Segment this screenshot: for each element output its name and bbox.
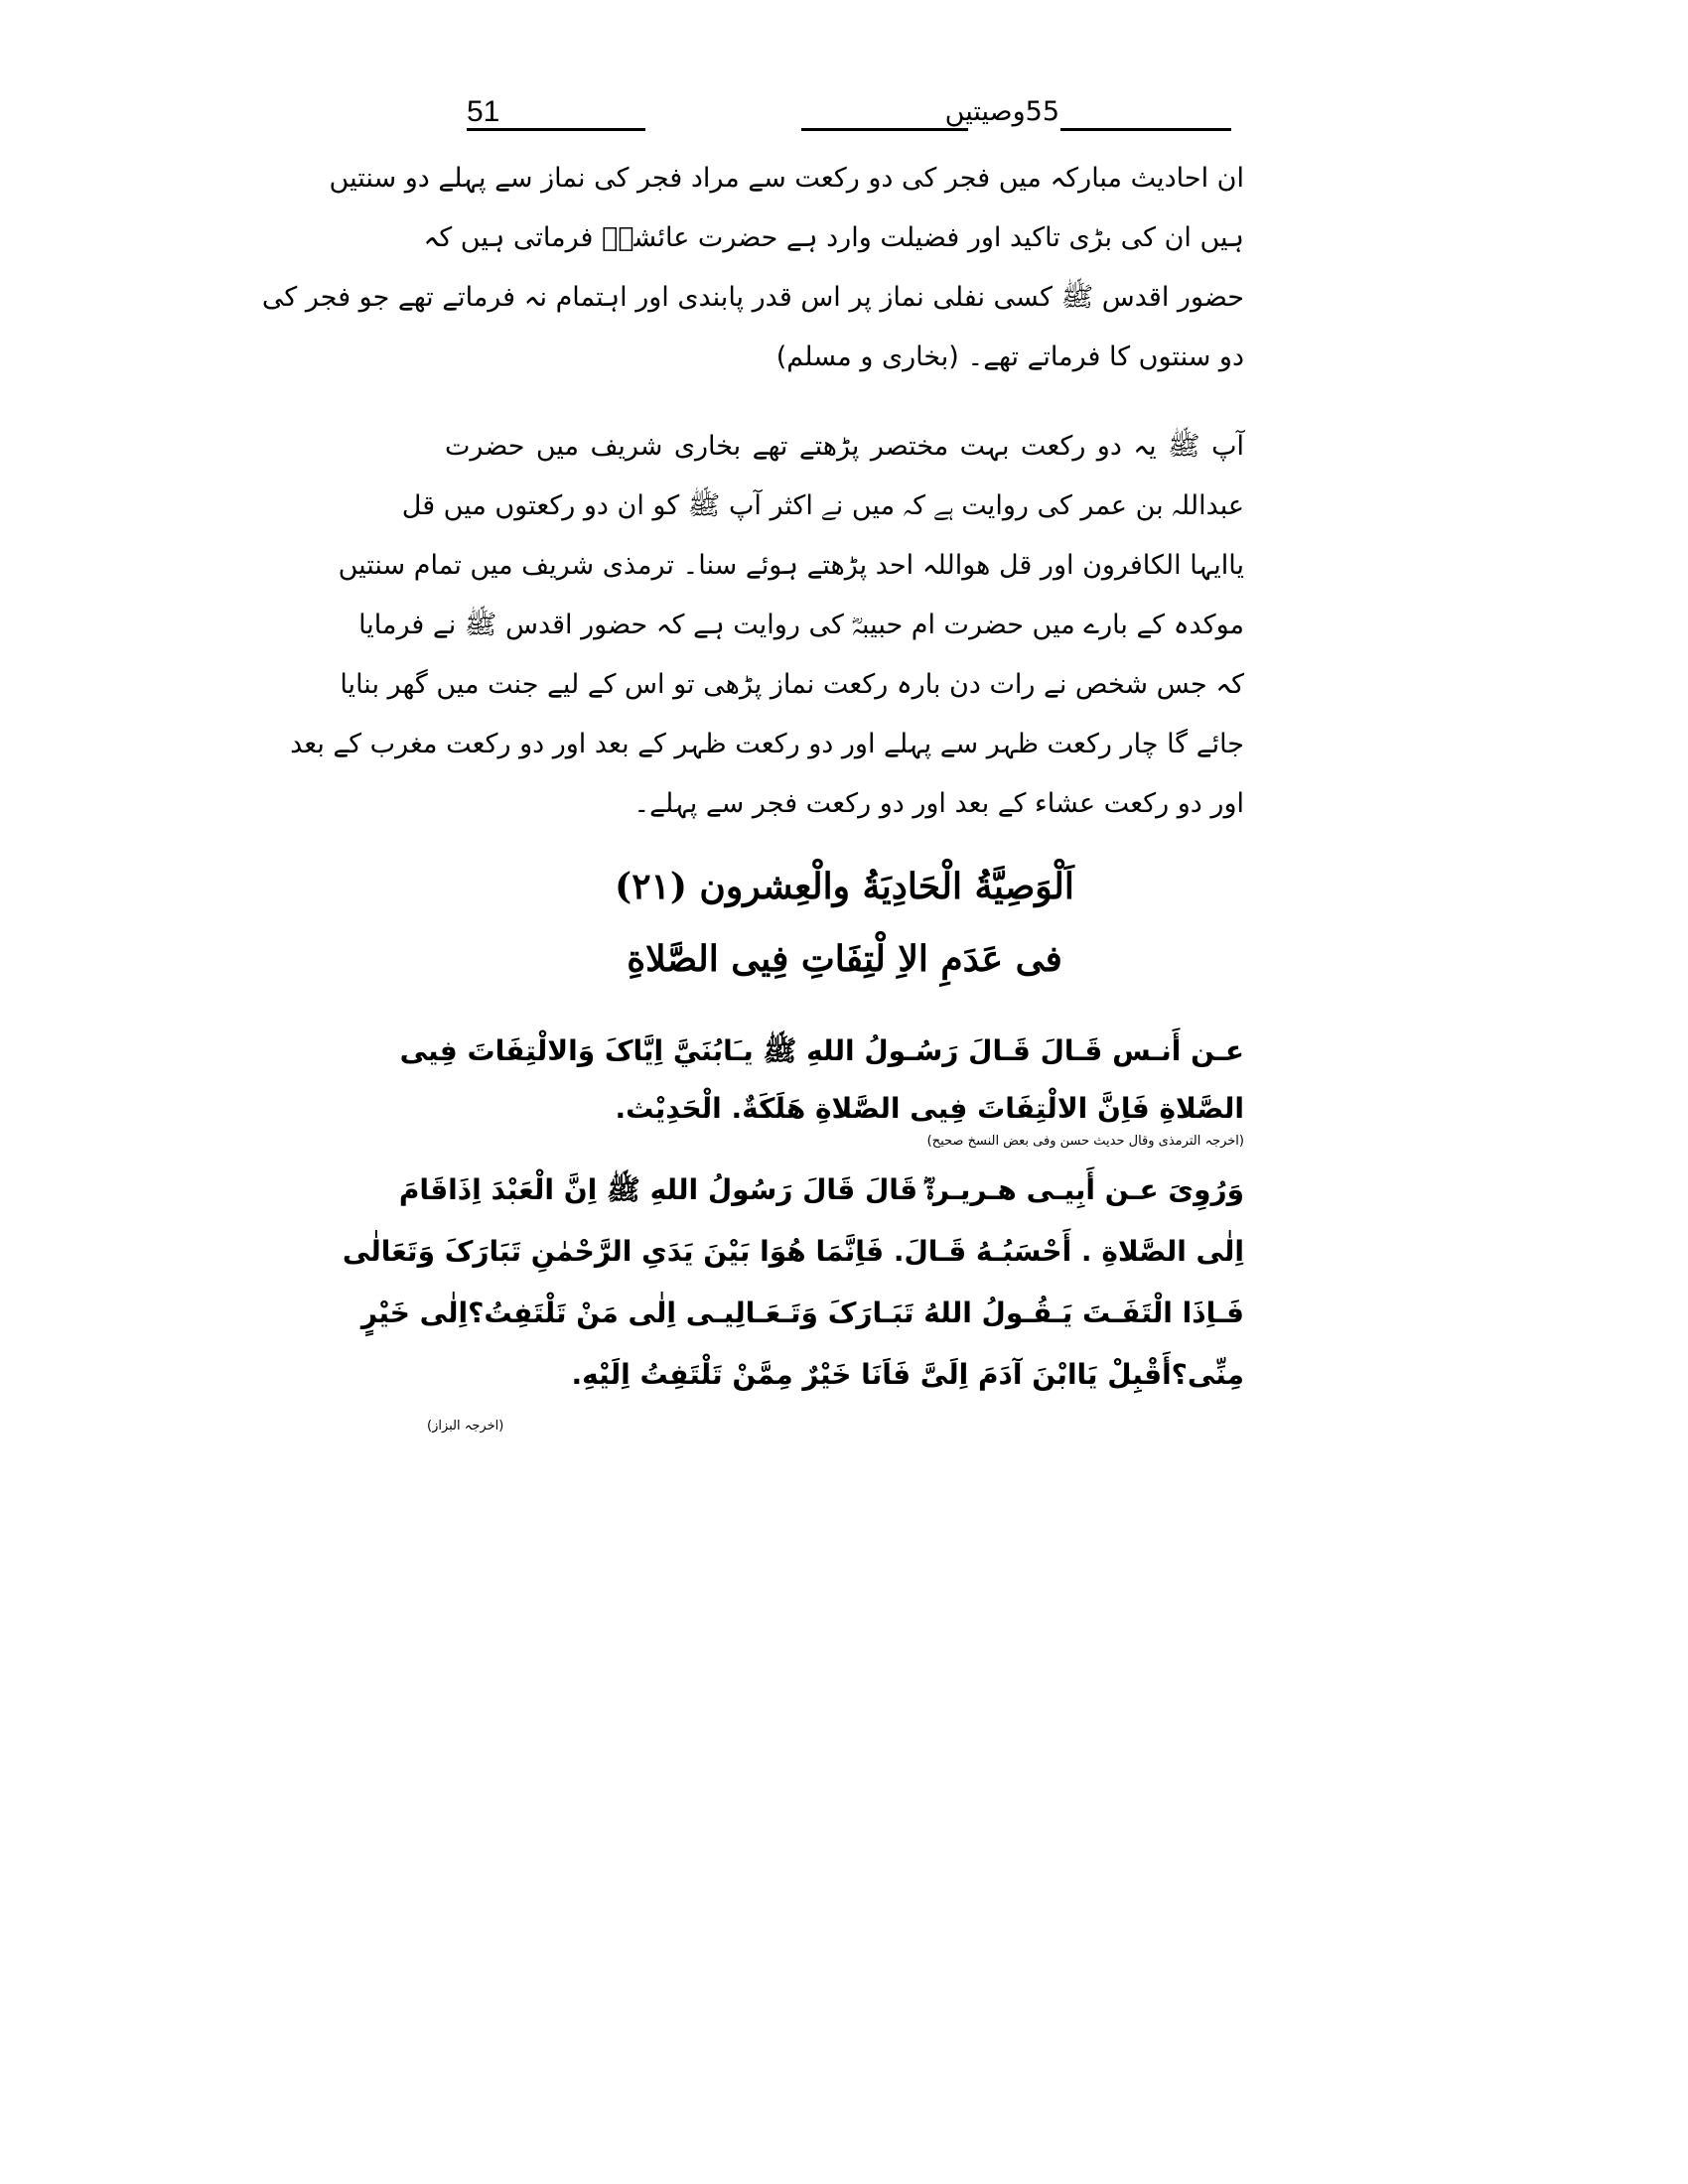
text-line: دو سنتوں کا فرماتے تھے۔ (بخاری و مسلم) — [775, 341, 1244, 372]
urdu-paragraph-1 — [261, 149, 1244, 387]
section-subheading: فی عَدَمِ الاِ لْتِفَاتِ فِیی الصَّلاةِ — [627, 938, 1062, 980]
header-rule-middle — [801, 128, 968, 131]
book-title: 55وصیتیں — [944, 96, 1059, 127]
section-heading: اَلْوَصِیَّةُ الْحَادِیَةُ والْعِشرون (۲۱) — [615, 866, 1074, 907]
urdu-paragraph-2 — [290, 417, 1244, 834]
text-line: آپ ﷺ یہ دو رکعت بہت مختصر پڑھتے تھے بخاری شریف میں حضرت — [445, 431, 1244, 462]
text-line: مِنِّی؟أَقْبِلْ يَاابْنَ آدَمَ اِلَیَّ فَاَنَا خَيْرٌ مِمَّنْ تَلْتَفِتُ اِلَيْهِ. — [571, 1358, 1244, 1391]
text-line: وَرُوِیَ عـن أَبِيـی هـريـرةؓ قَالَ قَالَ رَسُولُ اللهِ ﷺ اِنَّ الْعَبْدَ اِذَاقَامَ — [398, 1173, 1244, 1206]
text-line: اِلٰی الصَّلاةِ . أَحْسَبُـهُ قَـالَ. فَاِنَّمَا هُوَا بَيْنَ يَدَیِ الرَّحْمٰنِ تَبَارَکَ وَتَعَالٰی — [342, 1235, 1244, 1268]
text-line: عـن أَنـس قَـالَ قَـالَ رَسُـولُ اللهِ ﷺ يـَابُنَيَّ اِيَّاکَ وَالالْتِفَاتَ فِيی — [399, 1034, 1244, 1067]
text-line: الصَّلاةِ فَاِنَّ الالْتِفَاتَ فِيی الصَّلاةِ هَلَكَةٌ. الْحَدِيْث. — [615, 1092, 1244, 1125]
text-line: یاایہا الکافرون اور قل ھواللہ احد پڑھتے ہوئے سنا۔ ترمذی شریف میں تمام سنتیں — [338, 550, 1244, 581]
text-line: اور دو رکعت عشاء کے بعد اور دو رکعت فجر سے پہلے۔ — [633, 788, 1244, 819]
header-rule-left — [467, 128, 645, 131]
page-number: 51 — [467, 95, 500, 128]
page-header — [467, 95, 1231, 139]
text-line: جائے گا چار رکعت ظہر سے پہلے اور دو رکعت ظہر کے بعد اور دو رکعت مغرب کے بعد — [290, 729, 1244, 759]
text-line: ان احادیث مبارکہ میں فجر کی دو رکعت سے مراد فجر کی نماز سے پہلے دو سنتیں — [329, 163, 1244, 194]
text-line: فَـاِذَا الْتَفَـتَ يَـقُـولُ اللهُ تَبَـارَکَ وَتَـعَـالِيـی اِلٰی مَنْ تَلْتَفِتُ؟اِلٰی خَيْرٍ — [360, 1297, 1244, 1329]
hadith-text-1 — [399, 1023, 1244, 1138]
hadith-text-2 — [342, 1160, 1244, 1406]
hadith-reference-1: (اخرجہ الترمذی وقال حدیث حسن وفی بعض النسخ صحیح) — [926, 1134, 1244, 1149]
text-line: عبداللہ بن عمر کی روایت ہے کہ میں نے اکثر آپ ﷺ کو ان دو رکعتوں میں قل — [401, 490, 1244, 521]
text-line: موکدہ کے بارے میں حضرت ام حبیبہؓ کی روایت ہے کہ حضور اقدس ﷺ نے فرمایا — [358, 610, 1244, 640]
hadith-reference-2: (اخرجہ البزاز) — [427, 1419, 504, 1433]
header-rule-right — [1060, 128, 1231, 131]
text-line: حضور اقدس ﷺ کسی نفلی نماز پر اس قدر پابندی اور اہتمام نہ فرماتے تھے جو فجر کی — [261, 282, 1244, 313]
text-line: ہیں ان کی بڑی تاکید اور فضیلت وارد ہے حضرت عائشہؓ فرماتی ہیں کہ — [423, 222, 1244, 253]
text-line: کہ جس شخص نے رات دن بارہ رکعت نماز پڑھی تو اس کے لیے جنت میں گھر بنایا — [340, 669, 1244, 700]
